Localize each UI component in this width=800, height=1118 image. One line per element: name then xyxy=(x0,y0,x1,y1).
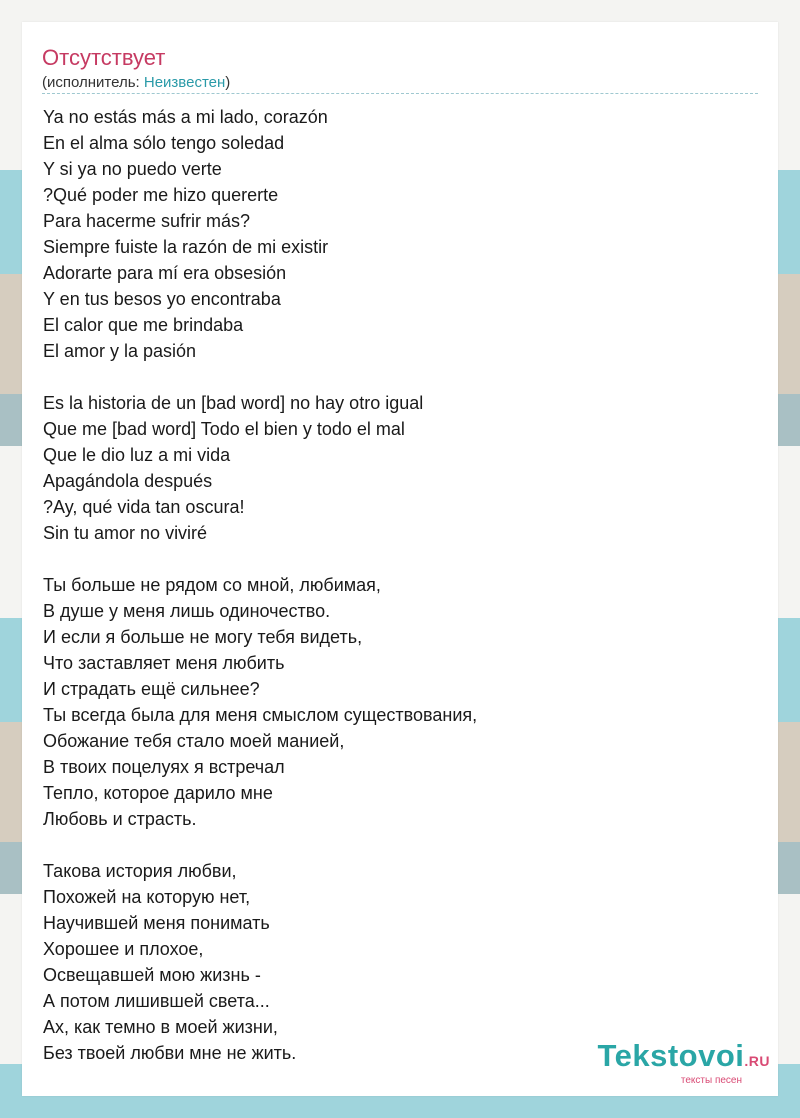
logo-tld: .RU xyxy=(744,1053,770,1069)
logo-name: Tekstovoi xyxy=(597,1038,745,1073)
lyric-line: Es la historia de un [bad word] no hay otro igual xyxy=(43,393,424,413)
lyric-line: Y en tus besos yo encontraba xyxy=(43,289,281,309)
lyric-line: Apagándola después xyxy=(43,471,213,491)
artist-prefix: (исполнитель: xyxy=(42,74,144,91)
lyric-line: Ты всегда была для меня смыслом существования, xyxy=(43,705,478,725)
logo-tagline: тексты песен xyxy=(680,1075,742,1086)
lyric-line: В твоих поцелуях я встречал xyxy=(43,757,285,777)
lyric-line: El amor y la pasión xyxy=(43,341,197,361)
lyric-line: Что заставляет меня любить xyxy=(43,653,285,673)
lyric-line: Adorarte para mí era obsesión xyxy=(43,263,287,283)
lyric-line: Любовь и страсть. xyxy=(43,809,197,829)
lyric-line: Y si ya no puedo verte xyxy=(43,159,222,179)
lyric-line: И страдать ещё сильнее? xyxy=(43,679,260,699)
artist-suffix: ) xyxy=(225,74,231,91)
lyric-line: Que me [bad word] Todo el bien y todo el mal xyxy=(43,419,405,439)
lyric-line: Научившей меня понимать xyxy=(43,913,270,933)
lyric-line: Освещавшей мою жизнь - xyxy=(43,965,261,985)
site-logo[interactable] xyxy=(597,1040,770,1086)
lyric-line: В душе у меня лишь одиночество. xyxy=(43,601,331,621)
logo-wordmark xyxy=(597,1040,770,1077)
lyric-line: El calor que me brindaba xyxy=(43,315,244,335)
lyric-line: Без твоей любви мне не жить. xyxy=(43,1043,297,1063)
lyric-line: Ya no estás más a mi lado, corazón xyxy=(43,107,328,127)
lyric-line: ?Qué poder me hizo quererte xyxy=(43,185,279,205)
lyric-line: Ах, как темно в моей жизни, xyxy=(43,1017,278,1037)
lyrics-verse xyxy=(43,858,477,1066)
lyric-line: Siempre fuiste la razón de mi existir xyxy=(43,237,329,257)
lyric-line: Похожей на которую нет, xyxy=(43,887,251,907)
lyrics-body xyxy=(43,104,477,1066)
lyric-line: Sin tu amor no viviré xyxy=(43,523,208,543)
header-divider xyxy=(42,93,758,94)
lyric-line: Тепло, которое дарило мне xyxy=(43,783,273,803)
lyric-line: А потом лишившей света... xyxy=(43,991,270,1011)
lyrics-sheet xyxy=(22,22,778,1096)
lyric-line: Ты больше не рядом со мной, любимая, xyxy=(43,575,381,595)
lyric-line: Que le dio luz a mi vida xyxy=(43,445,231,465)
lyric-line: Para hacerme sufrir más? xyxy=(43,211,251,231)
song-title: Отсутствует xyxy=(42,45,166,70)
lyric-line: Обожание тебя стало моей манией, xyxy=(43,731,345,751)
artist-line xyxy=(42,73,230,93)
artist-link[interactable]: Неизвестен xyxy=(143,74,226,91)
lyric-line: И если я больше не могу тебя видеть, xyxy=(43,627,363,647)
lyric-line: En el alma sólo tengo soledad xyxy=(43,133,285,153)
lyric-line: Хорошее и плохое, xyxy=(43,939,204,959)
lyrics-verse xyxy=(43,390,477,546)
lyric-line: ?Ay, qué vida tan oscura! xyxy=(43,497,245,517)
lyrics-verse xyxy=(43,572,477,832)
lyric-line: Такова история любви, xyxy=(43,861,237,881)
lyrics-verse xyxy=(43,104,477,364)
